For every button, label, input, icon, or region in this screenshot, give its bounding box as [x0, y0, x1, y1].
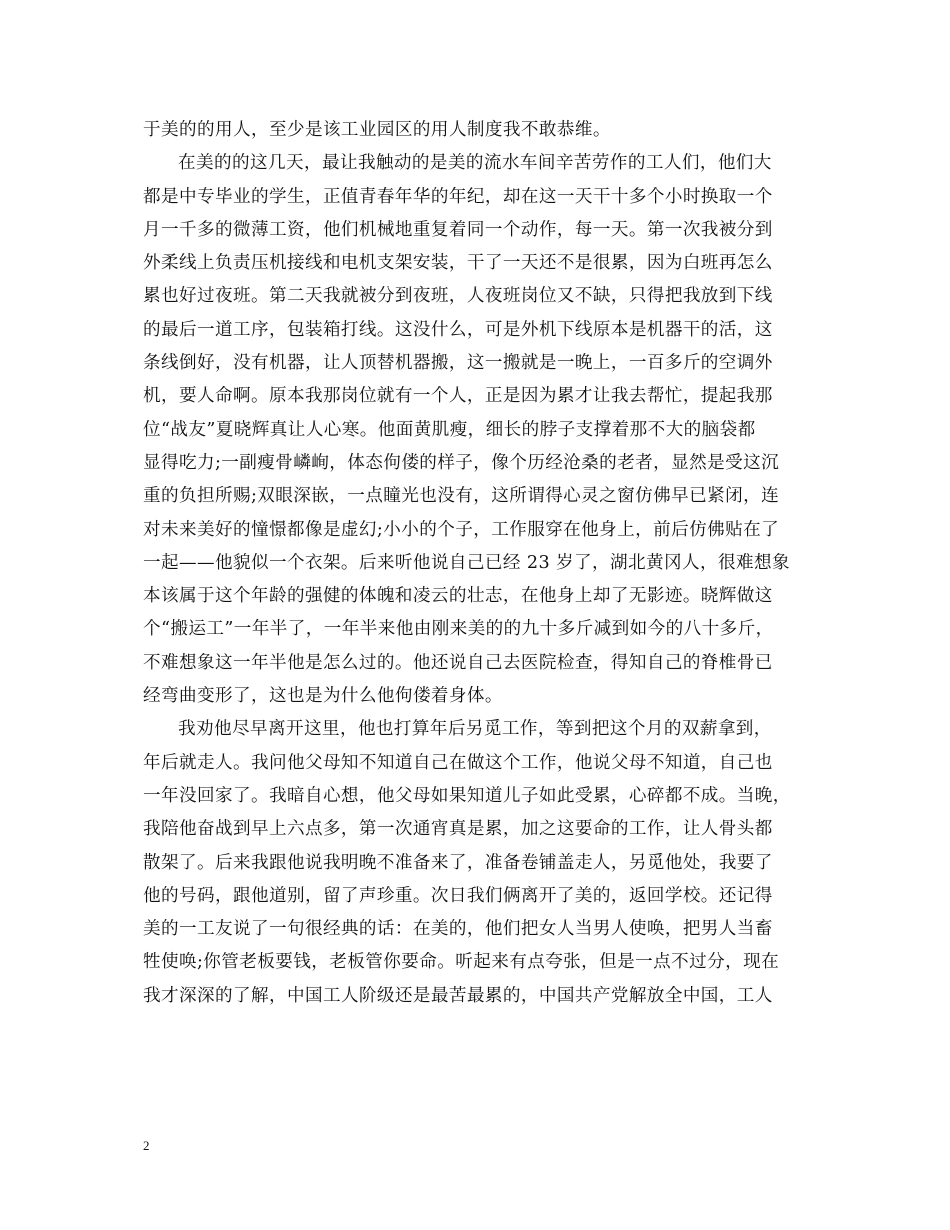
text-line: 经弯曲变形了，这也是为什么他佝偻着身体。 — [143, 686, 503, 707]
text-line: 于美的的用人，至少是该工业园区的用人制度我不敢恭维。 — [143, 120, 611, 140]
text-line: 他的号码，跟他道别，留了声珍重。次日我们俩离开了美的，返回学校。还记得 — [143, 885, 773, 906]
text-line: 的最后一道工序，包装箱打线。这没什么，可是外机下线原本是机器干的活，这 — [143, 319, 773, 340]
text-line: 都是中专毕业的学生，正值青春年华的年纪，却在这一天干十多个小时换取一个 — [143, 186, 773, 207]
text-line: 个“搬运工”一年半了，一年半来他由刚来美的的九十多斤减到如今的八十多斤， — [143, 619, 774, 640]
text-line: 条线倒好，没有机器，让人顶替机器搬，这一搬就是一晚上，一百多斤的空调外 — [143, 353, 773, 374]
text-line: 对未来美好的憧憬都像是虚幻;小小的个子，工作服穿在他身上，前后仿佛贴在了 — [143, 519, 780, 540]
text-line: 重的负担所赐;双眼深嵌，一点瞳光也没有，这所谓得心灵之窗仿佛早已紧闭，连 — [143, 486, 780, 507]
text-line: 一年没回家了。我暗自心想，他父母如果知道儿子如此受累，心碎都不成。当晚， — [143, 785, 791, 806]
text-line: 外柔线上负责压机接线和电机支架安装，干了一天还不是很累，因为白班再怎么 — [143, 253, 773, 274]
text-line: 美的一工友说了一句很经典的话：在美的，他们把女人当男人使唤，把男人当畜 — [143, 919, 773, 940]
text-line-paragraph-start: 在美的的这几天，最让我触动的是美的流水车间辛苦劳作的工人们，他们大 — [178, 153, 772, 174]
text-line: 年后就走人。我问他父母知不知道自己在做这个工作，他说父母不知道，自己也 — [143, 752, 773, 773]
text-line: 月一千多的微薄工资，他们机械地重复着同一个动作，每一天。第一次我被分到 — [143, 219, 773, 240]
text-line: 本该属于这个年龄的强健的体魄和凌云的壮志，在他身上却了无影迹。晓辉做这 — [143, 586, 773, 607]
text-line: 牲使唤;你管老板要钱，老板管你要命。听起来有点夸张，但是一点不过分，现在 — [143, 952, 780, 973]
text-line: 累也好过夜班。第二天我就被分到夜班，人夜班岗位又不缺，只得把我放到下线 — [143, 286, 773, 307]
text-line: 散架了。后来我跟他说我明晚不准备来了，准备卷铺盖走人，另觅他处，我要了 — [143, 852, 773, 873]
body-text — [143, 114, 813, 1013]
text-line: 我才深深的了解，中国工人阶级还是最苦最累的，中国共产党解放全中国，工人 — [143, 985, 773, 1006]
page-number: 2 — [143, 1138, 150, 1153]
text-line: 显得吃力;一副瘦骨嶙峋，体态佝偻的样子，像个历经沧桑的老者，显然是受这沉 — [143, 452, 780, 473]
text-line-paragraph-start: 我劝他尽早离开这里，他也打算年后另觅工作，等到把这个月的双薪拿到， — [178, 719, 772, 740]
text-line: 一起——他貌似一个衣架。后来听他说自己已经 23 岁了，湖北黄冈人，很难想象 — [143, 552, 790, 573]
text-line: 我陪他奋战到早上六点多，第一次通宵真是累，加之这要命的工作，让人骨头都 — [143, 819, 773, 840]
text-line: 不难想象这一年半他是怎么过的。他还说自己去医院检查，得知自己的脊椎骨已 — [143, 652, 773, 673]
text-line: 机，要人命啊。原本我那岗位就有一个人，正是因为累才让我去帮忙，提起我那 — [143, 386, 773, 407]
text-line: 位“战友”夏晓辉真让人心寒。他面黄肌瘦，细长的脖子支撑着那不大的脑袋都 — [143, 419, 756, 440]
